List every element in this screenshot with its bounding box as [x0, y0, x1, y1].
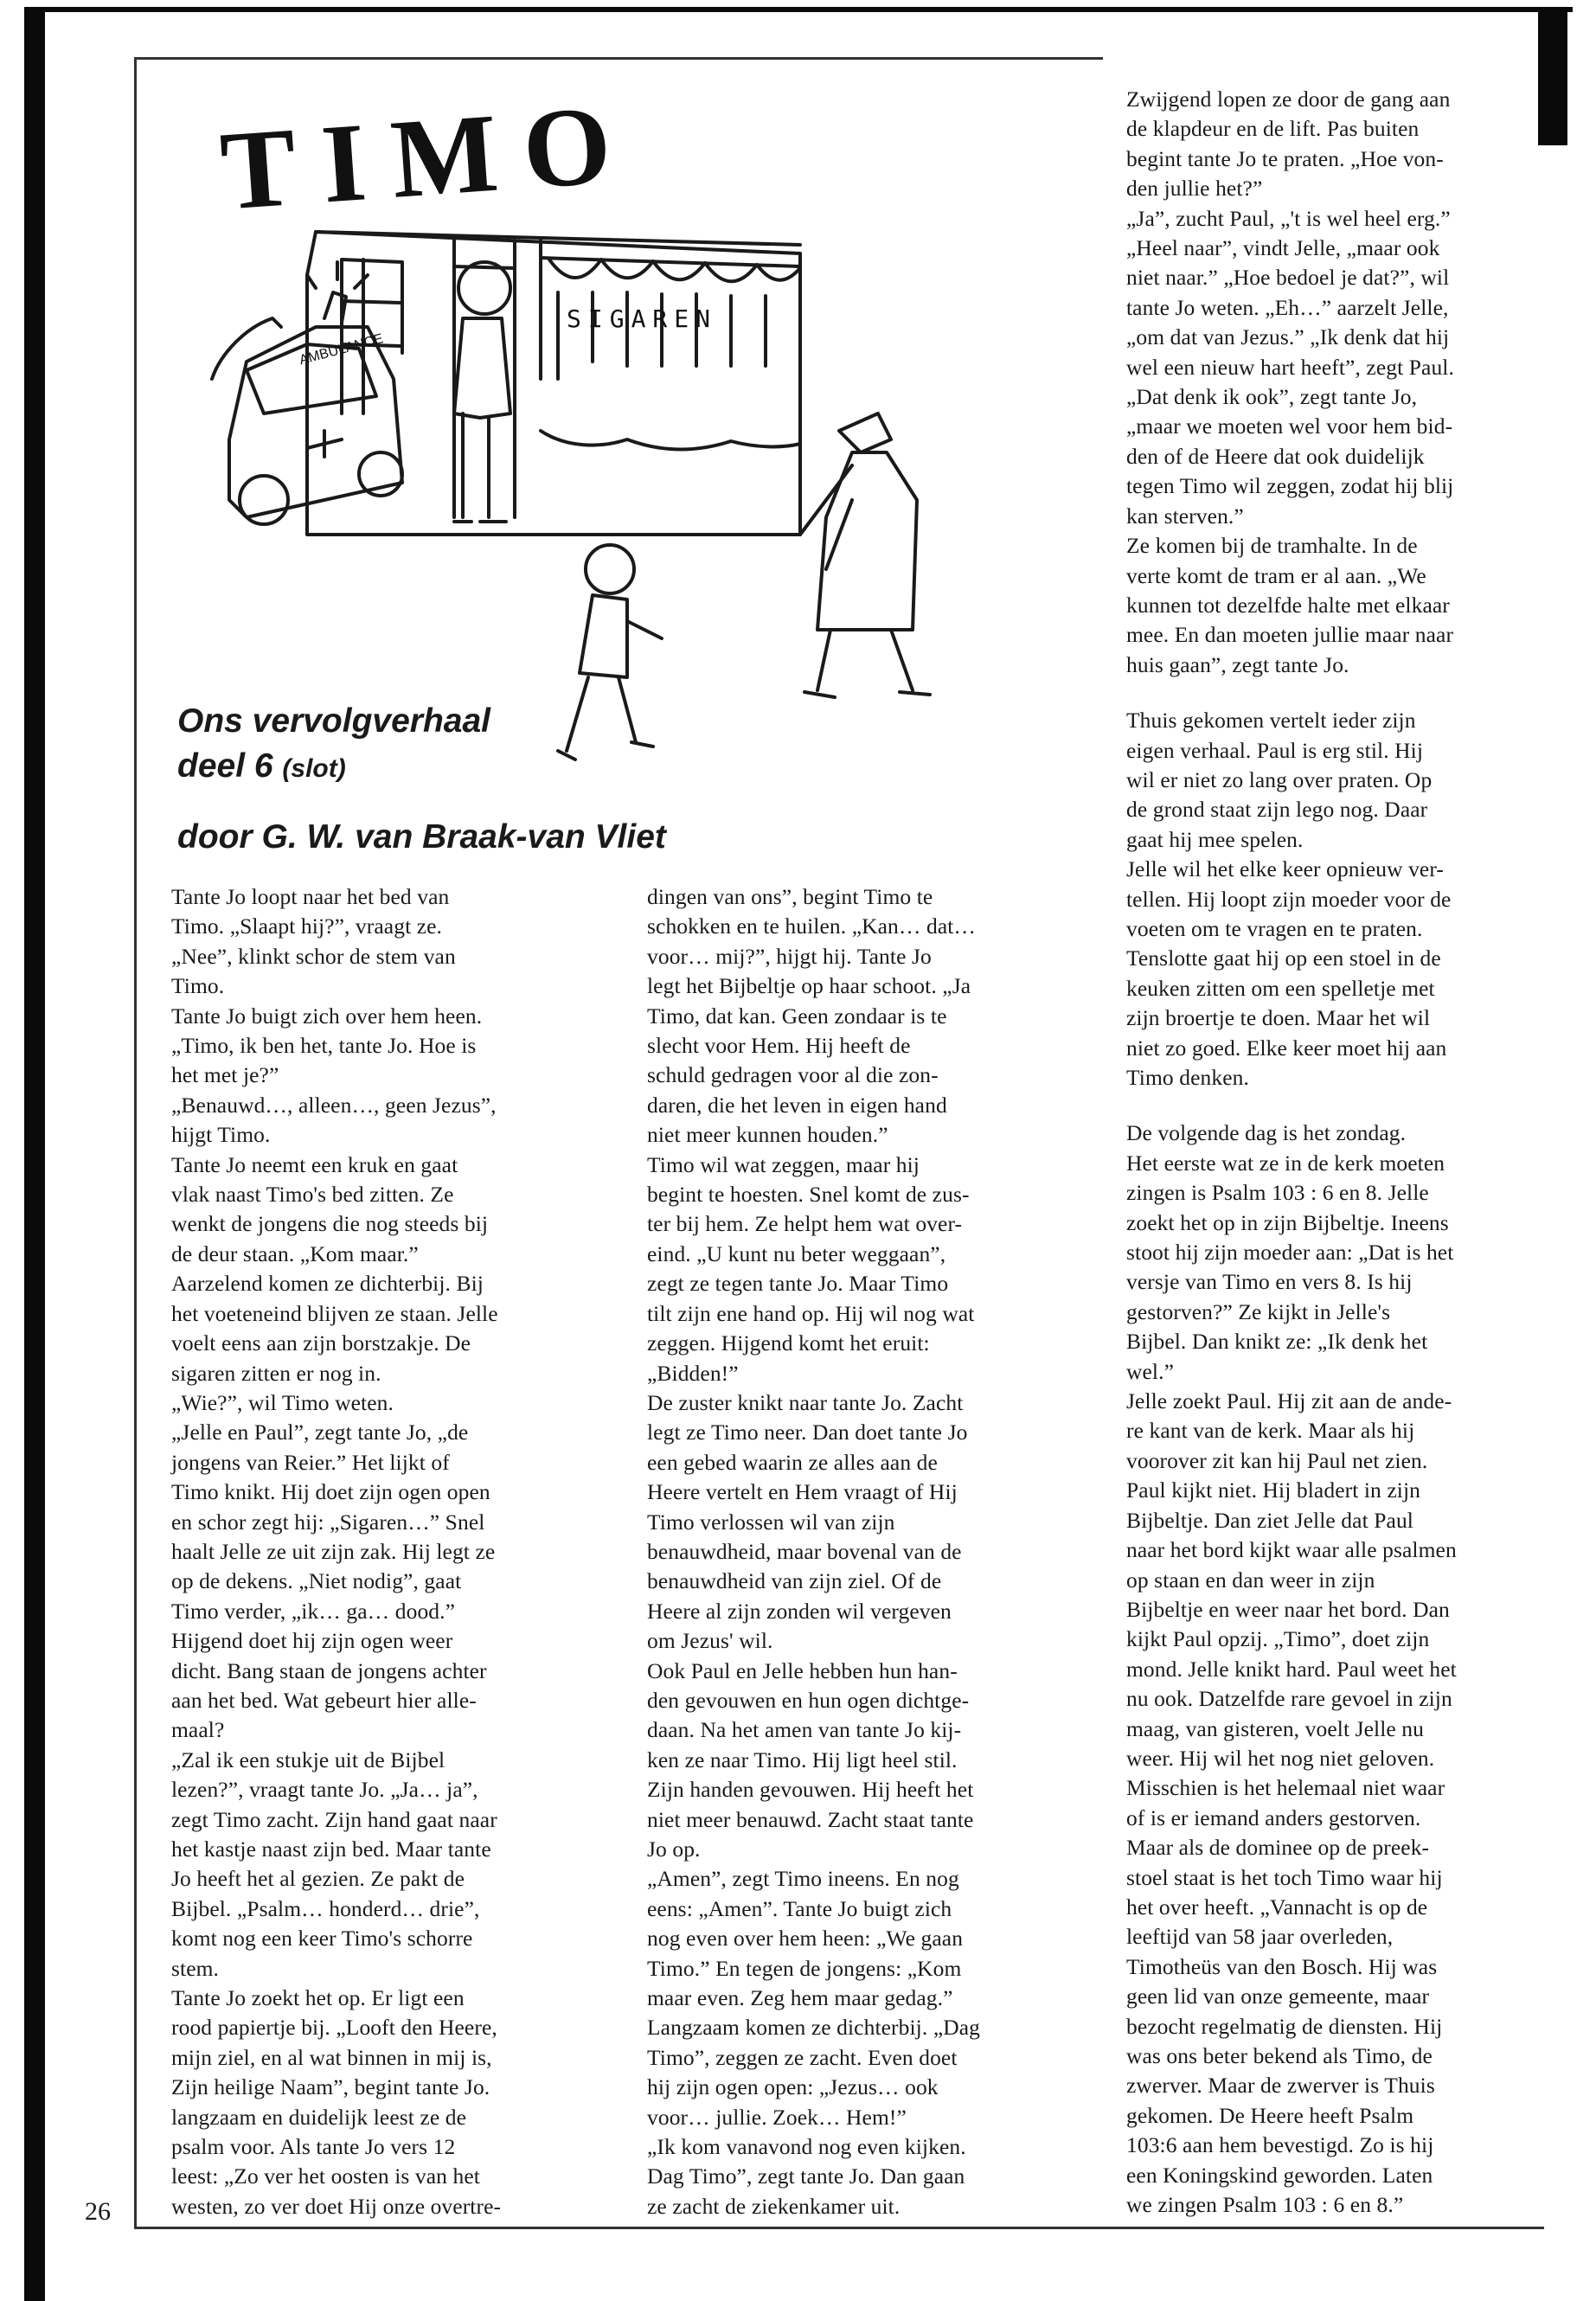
text-line: een gebed waarin ze alles aan de [647, 1449, 938, 1475]
text-line: „Zal ik een stukje uit de Bijbel [171, 1747, 445, 1772]
text-line: legt ze Timo neer. Dan doet tante Jo [647, 1420, 968, 1445]
text-line: kan sterven.” [1126, 503, 1244, 529]
text-line: „Benauwd…, alleen…, geen Jezus”, [171, 1092, 497, 1118]
text-line: „Ik kom vanavond nog even kijken. [647, 2134, 966, 2160]
text-line: den of de Heere dat ook duidelijk [1126, 443, 1425, 469]
text-line: op de dekens. „Niet nodig”, gaat [171, 1568, 462, 1594]
text-line: om Jezus' wil. [647, 1628, 773, 1654]
text-line: jongens van Reier.” Het lijkt of [171, 1449, 450, 1475]
text-line: nu ook. Datzelfde rare gevoel in zijn [1126, 1686, 1452, 1712]
text-line: leeftijd van 58 jaar overleden, [1126, 1924, 1394, 1950]
text-line: den jullie het?” [1126, 176, 1263, 202]
text-column-1 [171, 882, 621, 2221]
text-line: Tante Jo buigt zich over hem heen. [171, 1003, 483, 1029]
text-line: dingen van ons”, begint Timo te [647, 884, 933, 909]
text-line: het kastje naast zijn bed. Maar tante [171, 1836, 491, 1862]
text-line: stoot hij zijn moeder aan: „Dat is het [1126, 1240, 1454, 1266]
column3-section-3 [1126, 1118, 1543, 2220]
text-line: Heere al zijn zonden wil vergeven [647, 1598, 952, 1624]
text-line: niet meer benauwd. Zacht staat tante [647, 1806, 974, 1832]
text-line: maar even. Zeg hem maar gedag.” [647, 1985, 953, 2011]
column3-section-2 [1126, 706, 1543, 1093]
text-line: Zwijgend lopen ze door de gang aan [1126, 87, 1451, 112]
text-line: Tante Jo loopt naar het bed van [171, 884, 450, 909]
text-line: re kant van de kerk. Maar als hij [1126, 1418, 1415, 1444]
text-line: eind. „U kunt nu beter weggaan”, [647, 1240, 946, 1266]
text-line: de klapdeur en de lift. Pas buiten [1126, 116, 1420, 142]
text-line: we zingen Psalm 103 : 6 en 8.” [1126, 2192, 1404, 2218]
text-line: de grond staat zijn lego nog. Daar [1126, 797, 1428, 823]
text-line: Heere vertelt en Hem vraagt of Hij [647, 1479, 958, 1505]
text-line: wel.” [1126, 1358, 1175, 1384]
text-line: mijn ziel, en al wat binnen in mij is, [171, 2044, 492, 2070]
text-line: gaat hij mee spelen. [1126, 826, 1304, 852]
text-line: Ze komen bij de tramhalte. In de [1126, 533, 1418, 559]
text-line: voorover zit kan hij Paul net zien. [1126, 1447, 1428, 1473]
text-line: Het eerste wat ze in de kerk moeten [1126, 1150, 1445, 1176]
text-line: hij zijn ogen open: „Jezus… ook [647, 2074, 939, 2100]
text-line: psalm voor. Als tante Jo vers 12 [171, 2134, 456, 2160]
text-line: Timo knikt. Hij doet zijn ogen open [171, 1479, 490, 1505]
text-line: zoekt het op in zijn Bijbeltje. Ineens [1126, 1209, 1449, 1235]
text-line: voor… jullie. Zoek… Hem!” [647, 2104, 907, 2130]
page-number: 26 [85, 2197, 111, 2226]
text-line: Paul kijkt niet. Hij bladert in zijn [1126, 1477, 1421, 1503]
text-line: tegen Timo wil zeggen, zodat hij blij [1126, 473, 1454, 499]
frame-left-line [134, 57, 137, 2228]
text-line: gekomen. De Heere heeft Psalm [1126, 2102, 1414, 2128]
text-line: wenkt de jongens die nog steeds bij [171, 1211, 489, 1237]
text-line: maal? [171, 1717, 225, 1743]
text-line: Timo. „Slaapt hij?”, vraagt ze. [171, 913, 443, 939]
text-line: geen lid van onze gemeente, maar [1126, 1984, 1430, 2009]
text-line: voeten om te vragen en te praten. [1126, 915, 1423, 941]
text-line: het over heeft. „Vannacht is op de [1126, 1894, 1428, 1920]
text-line: „Ja”, zucht Paul, „'t is wel heel erg.” [1126, 205, 1451, 231]
text-line: vlak naast Timo's bed zitten. Ze [171, 1182, 454, 1208]
text-line: lezen?”, vraagt tante Jo. „Ja… ja”, [171, 1777, 478, 1803]
text-line: westen, zo ver doet Hij onze overtre- [171, 2193, 502, 2219]
text-line: dicht. Bang staan de jongens achter [171, 1657, 487, 1683]
text-line: hijgt Timo. [171, 1122, 271, 1148]
text-line: huis gaan”, zegt tante Jo. [1126, 651, 1349, 677]
text-line: langzaam en duidelijk leest ze de [171, 2104, 467, 2130]
text-line: Tante Jo zoekt het op. Er ligt een [171, 1985, 465, 2011]
text-line: wil er niet zo lang over praten. Op [1126, 766, 1433, 792]
text-line: en schor zegt hij: „Sigaren…” Snel [171, 1509, 485, 1535]
text-column-2 [647, 882, 1075, 2221]
text-line: voor… mij?”, hijgt hij. Tante Jo [647, 943, 932, 969]
text-line: „Amen”, zegt Timo ineens. En nog [647, 1866, 959, 1892]
text-line: kijkt Paul opzij. „Timo”, doet zijn [1126, 1626, 1430, 1652]
ambulance-label: AMBULANCE [298, 331, 385, 369]
text-line: zijn broertje te doen. Maar het wil [1126, 1005, 1431, 1031]
text-line: keuken zitten om een spelletje met [1126, 975, 1435, 1001]
text-line: op staan en dan weer in zijn [1126, 1567, 1375, 1593]
episode-note: (slot) [282, 754, 346, 783]
text-line: „Heel naar”, vindt Jelle, „maar ook [1126, 235, 1440, 261]
text-line: niet zo goed. Elke keer moet hij aan [1126, 1035, 1447, 1061]
text-line: legt het Bijbeltje op haar schoot. „Ja [647, 973, 971, 999]
text-line: benauwdheid van zijn ziel. Of de [647, 1568, 942, 1594]
text-line: tilt zijn ene hand op. Hij wil nog wat [647, 1300, 975, 1326]
shop-building [307, 232, 800, 535]
text-line: sigaren zitten er nog in. [171, 1360, 381, 1386]
text-line: Jelle zoekt Paul. Hij zit aan de ande- [1126, 1388, 1452, 1414]
text-line: een Koningskind geworden. Laten [1126, 2162, 1433, 2188]
episode-label [177, 744, 490, 792]
text-line: Zijn heilige Naam”, begint tante Jo. [171, 2074, 490, 2100]
text-line: naar het bord kijkt waar alle psalmen [1126, 1537, 1457, 1563]
text-line: Ook Paul en Jelle hebben hun han- [647, 1657, 958, 1683]
episode-number: deel 6 [177, 747, 283, 785]
text-line: „om dat van Jezus.” „Ik denk dat hij [1126, 324, 1450, 350]
text-line: gestorven?” Ze kijkt in Jelle's [1126, 1298, 1391, 1324]
text-line: ter bij hem. Ze helpt hem wat over- [647, 1211, 963, 1237]
text-line: zingen is Psalm 103 : 6 en 8. Jelle [1126, 1180, 1429, 1206]
text-line: weer. Hij wil het nog niet geloven. [1126, 1745, 1435, 1771]
text-line: was ons beter bekend als Timo, de [1126, 2043, 1433, 2068]
text-line: stoel staat is het toch Timo waar hij [1126, 1864, 1443, 1890]
text-line: schokken en te huilen. „Kan… dat… [647, 913, 977, 939]
child-walking-figure [558, 545, 662, 760]
text-line: daren, die het leven in eigen hand [647, 1092, 947, 1118]
text-line: Jo op. [647, 1836, 701, 1862]
scan-edge-left [24, 9, 45, 2301]
story-heading [177, 699, 490, 792]
text-line: Timo. [171, 973, 225, 999]
text-line: Timotheüs van den Bosch. Hij was [1126, 1953, 1438, 1979]
boy-standing-figure [454, 262, 510, 522]
text-line: „Timo, ik ben het, tante Jo. Hoe is [171, 1033, 477, 1059]
text-line: voelt eens aan zijn borstzakje. De [171, 1330, 471, 1356]
text-line: Timo verlossen wil van zijn [647, 1509, 895, 1535]
text-line: Maar als de dominee op de preek- [1126, 1835, 1430, 1861]
text-line: schuld gedragen voor al die zon- [647, 1062, 939, 1088]
text-line: „Wie?”, wil Timo weten. [171, 1389, 394, 1415]
text-line: wel een nieuw hart heeft”, zegt Paul. [1126, 354, 1454, 380]
text-line: Langzaam komen ze dichterbij. „Dag [647, 2015, 981, 2041]
text-line: kunnen tot dezelfde halte met elkaar [1126, 592, 1450, 618]
text-line: „Bidden!” [647, 1360, 739, 1386]
text-line: eigen verhaal. Paul is erg stil. Hij [1126, 737, 1424, 763]
text-line: het voeteneind blijven ze staan. Jelle [171, 1300, 498, 1326]
text-line: zwerver. Maar de zwerver is Thuis [1126, 2073, 1435, 2099]
text-line: versje van Timo en vers 8. Is hij [1126, 1269, 1413, 1295]
text-column-3 [1126, 85, 1543, 2220]
text-line: niet naar.” „Hoe bedoel je dat?”, wil [1126, 265, 1450, 291]
shop-sign-text: SIGAREN [567, 304, 718, 333]
illustration-title-t: TIMO [216, 80, 641, 234]
scan-edge-top [24, 7, 1573, 12]
text-line: de deur staan. „Kom maar.” [171, 1240, 419, 1266]
text-line: nog even over hem heen: „We gaan [647, 1926, 964, 1952]
text-line: Dag Timo”, zegt tante Jo. Dan gaan [647, 2163, 965, 2189]
text-line: Tante Jo neemt een kruk en gaat [171, 1151, 458, 1177]
text-line: leest: „Zo ver het oosten is van het [171, 2163, 480, 2189]
text-line: Timo denken. [1126, 1065, 1249, 1090]
text-line: Aarzelend komen ze dichterbij. Bij [171, 1271, 484, 1297]
text-line: den gevouwen en hun ogen dichtge- [647, 1687, 970, 1713]
text-line: mee. En dan moeten jullie maar naar [1126, 622, 1454, 648]
text-line: Thuis gekomen vertelt ieder zijn [1126, 708, 1416, 734]
text-line: begint tante Jo te praten. „Hoe von- [1126, 145, 1444, 171]
series-label: Ons vervolgverhaal [177, 702, 491, 740]
author-byline: door G. W. van Braak-van Vliet [177, 818, 666, 856]
text-line: Bijbeltje en weer naar het bord. Dan [1126, 1596, 1450, 1622]
text-line: niet meer kunnen houden.” [647, 1122, 888, 1148]
text-line: zegt Timo zacht. Zijn hand gaat naar [171, 1806, 497, 1832]
text-line: De zuster knikt naar tante Jo. Zacht [647, 1389, 964, 1415]
text-line: daan. Na het amen van tante Jo kij- [647, 1717, 962, 1743]
text-line: haalt Jelle ze uit zijn zak. Hij legt ze [171, 1538, 496, 1564]
text-line: zeggen. Hijgend komt het eruit: [647, 1330, 930, 1356]
text-line: eens: „Amen”. Tante Jo buigt zich [647, 1895, 952, 1921]
column3-section-1 [1126, 85, 1543, 680]
text-line: Timo verder, „ik… ga… dood.” [171, 1598, 456, 1624]
text-line: begint te hoesten. Snel komt de zus- [647, 1182, 970, 1208]
text-line: zegt ze tegen tante Jo. Maar Timo [647, 1271, 949, 1297]
text-line: maag, van gisteren, voelt Jelle nu [1126, 1715, 1425, 1741]
text-line: Jo heeft het al gezien. Ze pakt de [171, 1866, 465, 1892]
text-line: bezocht regelmatig de diensten. Hij [1126, 2013, 1443, 2039]
text-line: het met je?” [171, 1062, 279, 1088]
text-line: „Dat denk ik ook”, zegt tante Jo, [1126, 384, 1418, 410]
text-line: „Jelle en Paul”, zegt tante Jo, „de [171, 1420, 469, 1445]
text-line: komt nog een keer Timo's schorre [171, 1926, 473, 1952]
man-walking-figure [800, 413, 930, 697]
text-line: aan het bed. Wat gebeurt hier alle- [171, 1687, 477, 1713]
text-line: De volgende dag is het zondag. [1126, 1120, 1407, 1146]
text-line: tante Jo weten. „Eh…” aarzelt Jelle, [1126, 294, 1449, 320]
text-line: benauwdheid, maar bovenal van de [647, 1538, 962, 1564]
text-line: Tenslotte gaat hij op een stoel in de [1126, 945, 1441, 971]
text-line: tellen. Hij loopt zijn moeder voor de [1126, 886, 1452, 912]
text-line: Timo, dat kan. Geen zondaar is te [647, 1003, 947, 1029]
text-line: Bijbeltje. Dan ziet Jelle dat Paul [1126, 1507, 1413, 1533]
text-line: Bijbel. „Psalm… honderd… drie”, [171, 1895, 480, 1921]
frame-bottom-line [134, 2227, 1544, 2229]
text-line: Jelle wil het elke keer opnieuw ver- [1126, 856, 1445, 882]
text-line: verte komt de tram er al aan. „We [1126, 562, 1426, 588]
text-line: of is er iemand anders gestorven. [1126, 1804, 1421, 1830]
text-line: Timo.” En tegen de jongens: „Kom [647, 1955, 962, 1981]
text-line: Timo”, zeggen ze zacht. Even doet [647, 2044, 958, 2070]
text-line: ze zacht de ziekenkamer uit. [647, 2193, 901, 2219]
text-line: 103:6 aan hem bevestigd. Zo is hij [1126, 2132, 1434, 2158]
text-line: Zijn handen gevouwen. Hij heeft het [647, 1777, 974, 1803]
text-line: „maar we moeten wel voor hem bid- [1126, 413, 1453, 439]
text-line: Misschien is het helemaal niet waar [1126, 1775, 1445, 1801]
text-line: Bijbel. Dan knikt ze: „Ik denk het [1126, 1329, 1428, 1355]
text-line: stem. [171, 1955, 220, 1981]
text-line: Timo wil wat zeggen, maar hij [647, 1151, 920, 1177]
frame-top-line [134, 57, 1103, 60]
text-line: ken ze naar Timo. Hij ligt heel stil. [647, 1747, 958, 1772]
text-line: mond. Jelle knikt hard. Paul weet het [1126, 1656, 1457, 1682]
text-line: Hijgend doet hij zijn ogen weer [171, 1628, 453, 1654]
story-illustration [195, 67, 1086, 794]
text-line: rood papiertje bij. „Looft den Heere, [171, 2015, 497, 2041]
text-line: „Nee”, klinkt schor de stem van [171, 943, 456, 969]
text-line: slecht voor Hem. Hij heeft de [647, 1033, 911, 1059]
